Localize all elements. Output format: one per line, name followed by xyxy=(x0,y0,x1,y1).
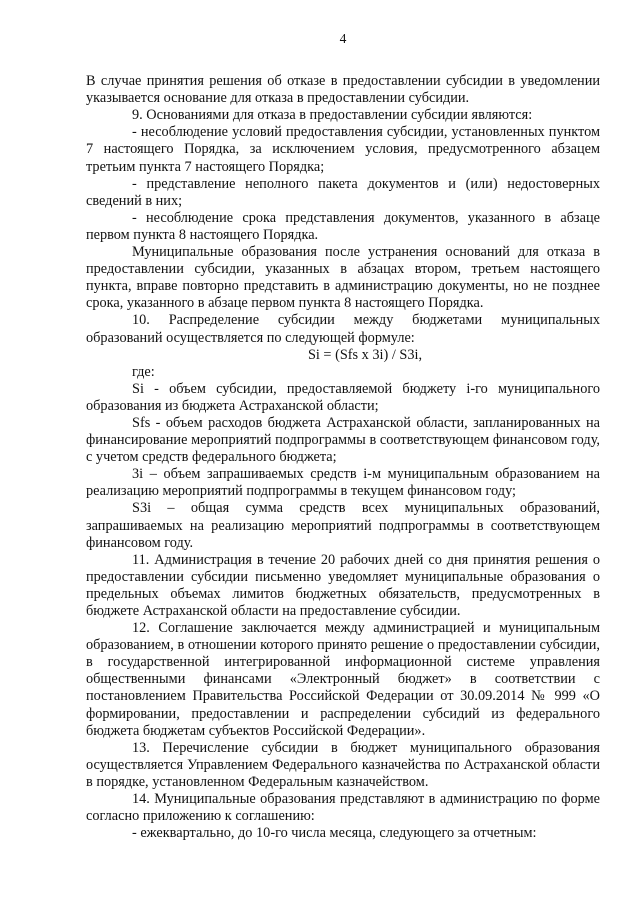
document-body xyxy=(86,73,600,842)
paragraph: Муниципальные образования после устранения оснований для отказа в предоставлении субсидии, указанных в абзацах втором, третьем настоящего пункта, вправе повторно представить в администрацию документы, но не позднее срока, указанного в абзаце первом пункта 8 настоящего Порядка. xyxy=(86,244,600,312)
page-number: 4 xyxy=(339,31,347,46)
paragraph: Sfs - объем расходов бюджета Астраханской области, запланированных на финансирование мероприятий подпрограммы в соответствующем финансовом году, с учетом средств федерального бюджета; xyxy=(86,414,600,466)
formula: Si = (Sfs x 3i) / S3i, xyxy=(307,346,423,363)
paragraph: Si - объем субсидии, предоставляемой бюджету i-го муниципального образования из бюджета Астраханской области; xyxy=(86,380,600,414)
paragraph: - несоблюдение срока представления документов, указанного в абзаце первом пункта 8 настоящего Порядка. xyxy=(86,209,600,243)
paragraph: 10. Распределение субсидии между бюджетами муниципальных образований осуществляется по следующей формуле: xyxy=(86,312,600,346)
paragraph: 12. Соглашение заключается между администрацией и муниципальным образованием, в отношении которого принято решение о предоставлении субсидии, в государственной интегрированной информационной системе управления общественными финансами «Электронный бюджет» в соответствии с постановлением Правительства Российской Федерации от 30.09.2014 № 999 «О формировании, предоставлении и распределении субсидий из федерального бюджета бюджетам субъектов Российской Федерации». xyxy=(86,620,600,739)
paragraph: - ежеквартально, до 10-го числа месяца, следующего за отчетным: xyxy=(132,825,537,842)
paragraph: 14. Муниципальные образования представляют в администрацию по форме согласно приложению к соглашению: xyxy=(86,791,600,825)
paragraph: - представление неполного пакета документов и (или) недостоверных сведений в них; xyxy=(86,175,600,209)
paragraph: 13. Перечисление субсидии в бюджет муниципального образования осуществляется Управлением Федерального казначейства по Астраханской области в порядке, установленном Федеральным казначейством. xyxy=(86,739,600,790)
paragraph: 9. Основаниями для отказа в предоставлении субсидии являются: xyxy=(132,107,533,124)
paragraph: S3i – общая сумма средств всех муниципальных образований, запрашиваемых на реализацию мероприятий подпрограммы в соответствующем финансовом году. xyxy=(86,500,600,551)
paragraph: 11. Администрация в течение 20 рабочих дней со дня принятия решения о предоставлении субсидии письменно уведомляет муниципальные образования о предельных объемах лимитов бюджетных обязательств, предусмотренных в бюджете Астраханской области на предоставление субсидии. xyxy=(86,551,600,619)
paragraph: где: xyxy=(132,363,155,380)
paragraph: - несоблюдение условий предоставления субсидии, установленных пунктом 7 настоящего Порядка, за исключением условия, предусмотренного абзацем третьим пункта 7 настоящего Порядка; xyxy=(86,124,600,175)
paragraph: 3i – объем запрашиваемых средств i-м муниципальным образованием на реализацию мероприятий подпрограммы в текущем финансовом году; xyxy=(86,466,600,500)
paragraph: В случае принятия решения об отказе в предоставлении субсидии в уведомлении указывается основание для отказа в предоставлении субсидии. xyxy=(86,73,600,107)
